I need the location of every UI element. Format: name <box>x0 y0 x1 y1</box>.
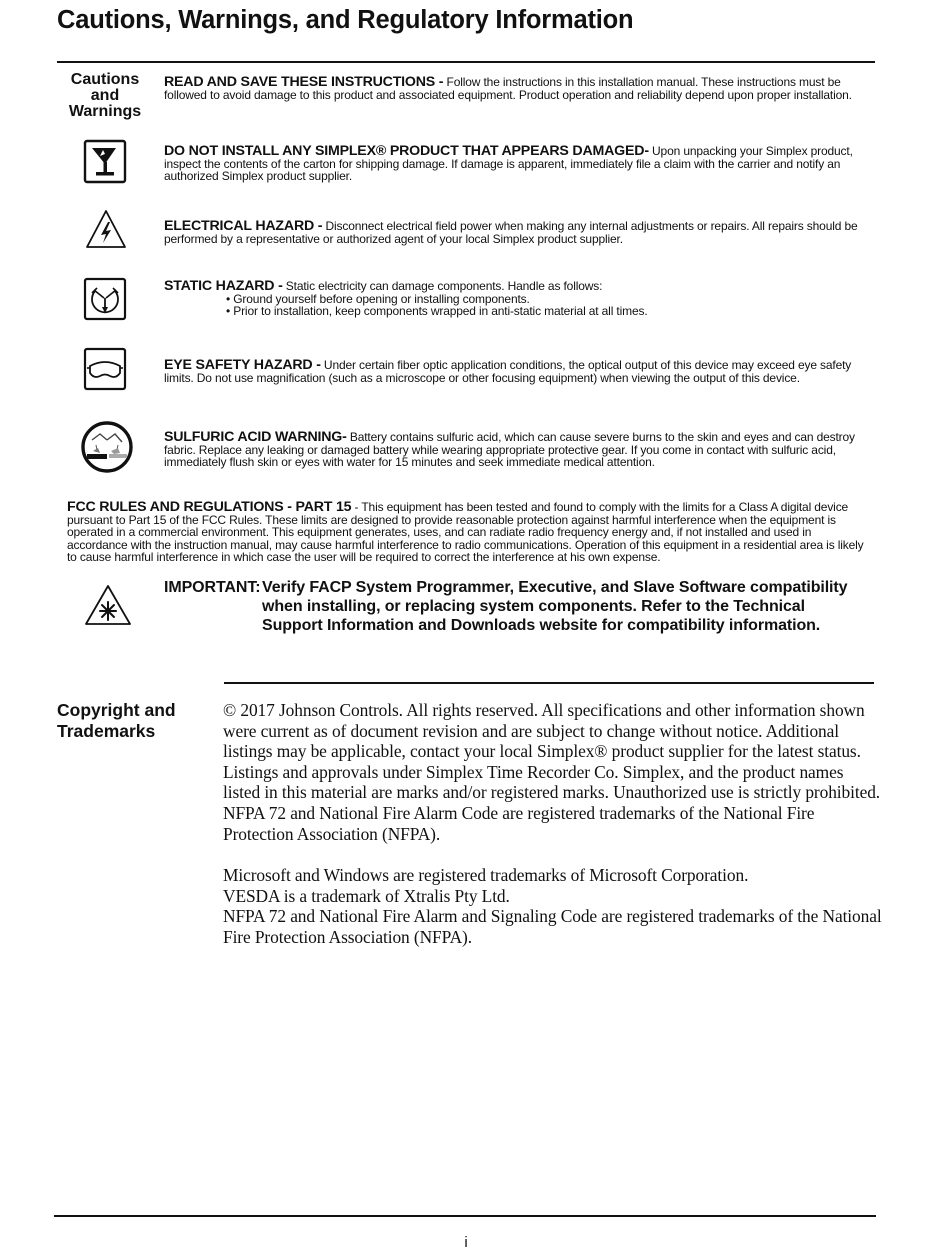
caution-heading: EYE SAFETY HAZARD - <box>164 357 321 373</box>
corrosive-acid-icon <box>80 420 134 474</box>
fcc-regulations <box>67 501 867 564</box>
important-label: IMPORTANT: <box>164 579 261 596</box>
trademark-line: Microsoft and Windows are registered trademarks of Microsoft Corporation. <box>223 865 749 885</box>
caution-text: Battery contains sulfuric acid, which can cause severe burns to the skin and eyes and can destroy fabric. Replace any leaking or damaged battery while wearing appropriate protective gear. If you come in contact with sulfuric acid, immediately flush skin or eyes with water for 15 minutes and seek immediate medical attention. <box>164 430 855 469</box>
caution-electrical-hazard <box>164 220 864 245</box>
fcc-heading: FCC RULES AND REGULATIONS - PART 15 <box>67 499 352 515</box>
copyright-label <box>57 700 176 742</box>
caution-text: Disconnect electrical field power when making any internal adjustments or repairs. All repairs should be performed by a representative or authorized agent of your local Simplex product supplier. <box>164 219 858 246</box>
important-line: Verify FACP System Programmer, Executive, and Slave Software compatibility <box>262 579 848 596</box>
label-line: Trademarks <box>57 721 156 741</box>
page-title: Cautions, Warnings, and Regulatory Information <box>57 6 634 34</box>
list-item: • Prior to installation, keep components wrapped in anti-static material at all times. <box>226 304 648 318</box>
important-asterisk-triangle-icon <box>83 583 133 629</box>
page-number: i <box>464 1234 468 1251</box>
list-item: • Ground yourself before opening or installing components. <box>226 291 530 306</box>
broken-glass-icon <box>83 139 129 185</box>
caution-damaged-product <box>164 145 864 183</box>
cautions-warnings-label <box>60 72 150 120</box>
caution-eye-safety <box>164 359 864 384</box>
important-line: Support Information and Downloads website for compatibility information. <box>262 617 821 634</box>
title-divider <box>57 61 875 63</box>
caution-static-hazard <box>164 280 864 318</box>
caution-heading: READ AND SAVE THESE INSTRUCTIONS - <box>164 74 444 90</box>
electrical-hazard-icon <box>84 208 130 254</box>
caution-heading: SULFURIC ACID WARNING- <box>164 429 347 445</box>
caution-text: Upon unpacking your Simplex product, inspect the contents of the carton for shipping damage. If damage is apparent, immediately file a claim with the carrier and notify an authorized Simplex product supplier. <box>164 144 853 183</box>
trademark-line: VESDA is a trademark of Xtralis Pty Ltd. <box>223 885 510 906</box>
footer-divider <box>54 1215 876 1217</box>
caution-text: Follow the instructions in this installation manual. These instructions must be followed to avoid damage to this product and associated equipment. Product operation and reliability depend upon proper installation. <box>164 75 852 102</box>
caution-text: Static electricity can damage components. Handle as follows: <box>282 279 603 293</box>
caution-text: Under certain fiber optic application conditions, the optical output of this device may exceed eye safety limits. Do not use magnification (such as a microscope or other focusing equipment) when viewing the output of this device. <box>164 358 852 385</box>
caution-heading: STATIC HAZARD - <box>164 278 283 294</box>
static-handling-list <box>226 293 864 318</box>
copyright-paragraph: © 2017 Johnson Controls. All rights reserved. All specifications and other information shown were current as of document revision and are subject to change without notice. Additional listings may be applicable, contact your local Simplex® product supplier for the latest status. Listings and approvals under Simplex Time Recorder Co. Simplex, and the product names listed in this material are marks and/or registered marks. Unauthorized use is strictly prohibited. NFPA 72 and National Fire Alarm Code are registered trademarks of the National Fire Protection Association (NFPA). <box>223 700 881 844</box>
label-line: Cautions <box>70 71 140 88</box>
label-line: Warnings <box>68 103 142 120</box>
fcc-text: - This equipment has been tested and found to comply with the limits for a Class A digital device pursuant to Part 15 of the FCC Rules. These limits are designed to provide reasonable protection against harmful interference when the equipment is operated in a commercial environment. This equipment generates, uses, and can radiate radio frequency energy and, if not installed and used in accordance with the instruction manual, may cause harmful interference to radio communications. Operation of this equipment in a residential area is likely to cause harmful interference in which case the user will be required to correct the interference at his own expense. <box>67 500 864 564</box>
label-line: and <box>90 87 120 104</box>
label-line: Copyright and <box>57 700 176 720</box>
eye-safety-goggles-icon <box>83 347 129 393</box>
caution-read-instructions <box>164 76 864 101</box>
important-notice <box>164 578 864 635</box>
important-line: when installing, or replacing system components. Refer to the Technical <box>262 598 805 615</box>
caution-heading: ELECTRICAL HAZARD - <box>164 218 323 234</box>
trademarks-list <box>223 865 883 947</box>
caution-sulfuric-acid <box>164 431 864 469</box>
caution-heading: DO NOT INSTALL ANY SIMPLEX® PRODUCT THAT APPEARS DAMAGED- <box>164 143 649 159</box>
static-hazard-icon <box>83 277 129 323</box>
trademark-line: NFPA 72 and National Fire Alarm and Signaling Code are registered trademarks of the National Fire Protection Association (NFPA). <box>223 906 882 947</box>
copyright-divider <box>224 682 874 684</box>
